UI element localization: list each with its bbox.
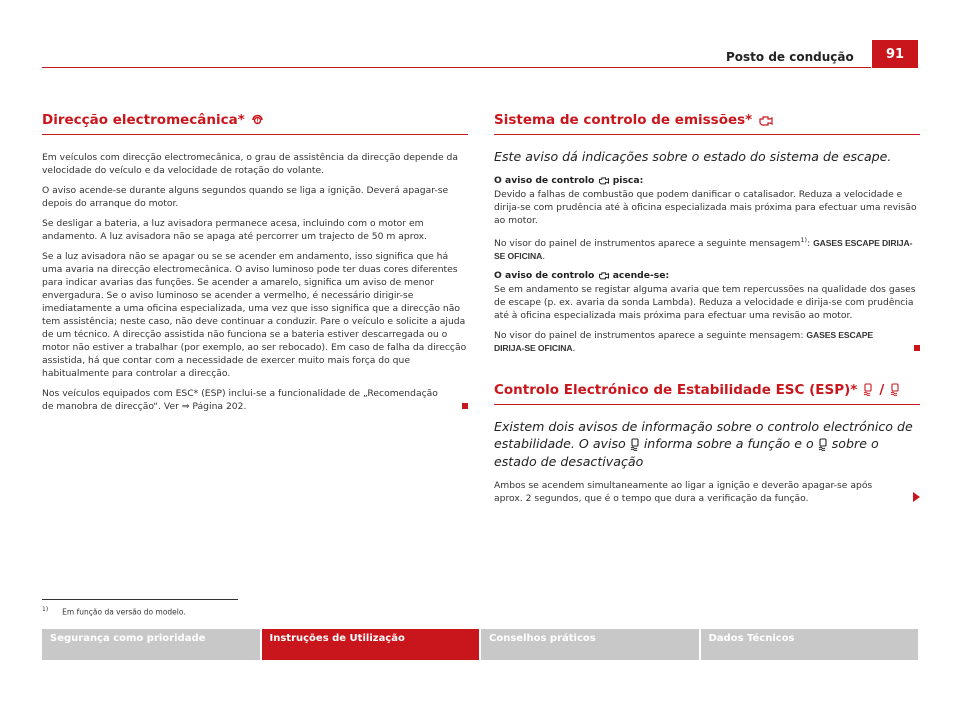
footnote-text: Em função da versão do modelo. xyxy=(62,607,186,617)
chapter-tabs xyxy=(42,629,918,660)
section-heading-text: Controlo Electrónico de Estabilidade ESC (ESP)* xyxy=(494,381,858,398)
section-end-marker xyxy=(462,403,468,409)
running-header-title: Posto de condução xyxy=(726,50,854,64)
lead-text: informa sobre a função e o xyxy=(643,436,814,452)
section-heading-emissions xyxy=(494,112,920,135)
footnote-ref: 1) xyxy=(800,235,808,244)
lead-text: Existem dois avisos de informação sobre o controlo electrónico de estabilidade. O aviso xyxy=(494,418,913,452)
section-heading-esc xyxy=(494,382,920,405)
emissions-subhead-blinks xyxy=(494,175,920,186)
esc-warning-icon xyxy=(863,383,873,396)
tab-safety[interactable]: Segurança como prioridade xyxy=(42,629,260,660)
footnote-mark: 1) xyxy=(42,606,49,613)
paragraph: No visor do painel de instrumentos aparece a seguinte mensagem: GASES ESCAPE DIRIJA-SE OFICINA. xyxy=(494,329,920,355)
steering-warning-icon xyxy=(251,114,264,126)
right-column xyxy=(494,112,920,512)
lead-text: sobre o estado de desactivação xyxy=(494,436,879,469)
footnote xyxy=(42,606,186,617)
paragraph-text: No visor do painel de instrumentos aparece a seguinte mensagem xyxy=(494,237,801,249)
continues-arrow-icon xyxy=(913,492,920,502)
paragraph: Devido a falhas de combustão que podem danificar o catalisador. Reduza a velocidade e dirija-se com prudência até à oficina especializada mais próxima para efectuar uma revisão ao motor. xyxy=(494,188,917,226)
left-column xyxy=(42,112,468,420)
esc-off-icon xyxy=(818,438,828,451)
engine-warning-icon xyxy=(598,271,610,280)
engine-warning-icon xyxy=(758,115,774,126)
paragraph: No visor do painel de instrumentos aparece a seguinte mensagem$^{1)}$: GASES ESCAPE DIRIJA-SE OFICINA. xyxy=(494,235,913,262)
heading-separator: / xyxy=(879,381,885,398)
footnote-rule xyxy=(42,599,238,600)
subhead-text: acende-se: xyxy=(612,269,670,281)
display-message: GASES ESCAPE DIRIJA-SE OFICINA xyxy=(494,329,874,353)
section-end-marker xyxy=(914,345,920,351)
tab-practical-tips[interactable]: Conselhos práticos xyxy=(481,629,699,660)
paragraph xyxy=(494,479,920,505)
tab-technical-data[interactable]: Dados Técnicos xyxy=(701,629,919,660)
esc-off-icon xyxy=(890,383,900,396)
paragraph: Em veículos com direcção electromecânica, o grau de assistência da direcção depende da velocidade do veículo e da velocidade de rotação do volante. xyxy=(42,152,459,176)
subhead-text: O aviso de controlo xyxy=(494,174,595,186)
display-message: GASES ESCAPE DIRIJA-SE OFICINA xyxy=(494,237,913,261)
paragraph: Se desligar a bateria, a luz avisadora permanece acesa, incluindo com o motor em andamento. A luz avisadora não se apaga até percorrer um trajecto de 50 m aprox. xyxy=(42,218,428,242)
header-rule xyxy=(42,67,871,68)
paragraph: Se a luz avisadora não se apagar ou se se acender em andamento, isso significa que há uma avaria na direcção electromecânica. O aviso luminoso pode ter duas cores diferentes para indicar avarias das funções. Se acender a amarelo, significa um aviso de menor envergadura. Se o aviso luminoso se acender a vermelho, é necessário dirigir-se imediatamente a uma oficina especializada, uma vez que isso significa que a direcção não tem assistência; neste caso, não deve continuar a conduzir. Pare o veículo e solicite a ajuda de um técnico. A direcção assistida não funciona se a bateria estiver descarregada ou o motor não estiver a trabalhar (por exemplo, ao ser rebocado). Em caso de falha da direcção assistida, há que contar com a necessidade de exercer muito mais força do que habitualmente para controlar a direcção. xyxy=(42,251,467,379)
paragraph xyxy=(42,387,468,413)
emissions-lead: Este aviso dá indicações sobre o estado do sistema de escape. xyxy=(494,149,892,164)
esc-lead xyxy=(494,418,920,471)
subhead-text: pisca: xyxy=(612,174,644,186)
paragraph-text: No visor do painel de instrumentos aparece a seguinte mensagem: xyxy=(494,329,804,341)
engine-warning-icon xyxy=(598,176,610,185)
paragraph-text: Nos veículos equipados com ESC* (ESP) inclui-se a funcionalidade de „Recomendação de manobra de direcção“. Ver ⇒ Página 202. xyxy=(42,388,438,412)
section-heading-text: Sistema de controlo de emissões* xyxy=(494,112,753,128)
svg-text:!: ! xyxy=(256,118,259,125)
paragraph: Se em andamento se registar alguma avaria que tem repercussões na qualidade dos gases de escape (p. ex. avaria da sonda Lambda). Reduza a velocidade e dirija-se com prudência até à oficina especializada mais próxima para efectuar uma revisão ao motor. xyxy=(494,283,916,321)
section-heading-text: Direcção electromecânica* xyxy=(42,112,245,128)
esc-warning-icon xyxy=(630,438,640,451)
paragraph-text: Ambos se acendem simultaneamente ao ligar a ignição e deverão apagar-se após aprox. 2 segundos, que é o tempo que dura a verificação da função. xyxy=(494,480,873,505)
tab-instructions[interactable]: Instruções de Utilização xyxy=(262,629,480,660)
section-heading-steering xyxy=(42,112,468,135)
paragraph: O aviso acende-se durante alguns segundos quando se liga a ignição. Deverá apagar-se depois do arranque do motor. xyxy=(42,185,449,209)
subhead-text: O aviso de controlo xyxy=(494,269,595,281)
emissions-subhead-lights xyxy=(494,270,920,281)
page-number: 91 xyxy=(872,40,918,68)
